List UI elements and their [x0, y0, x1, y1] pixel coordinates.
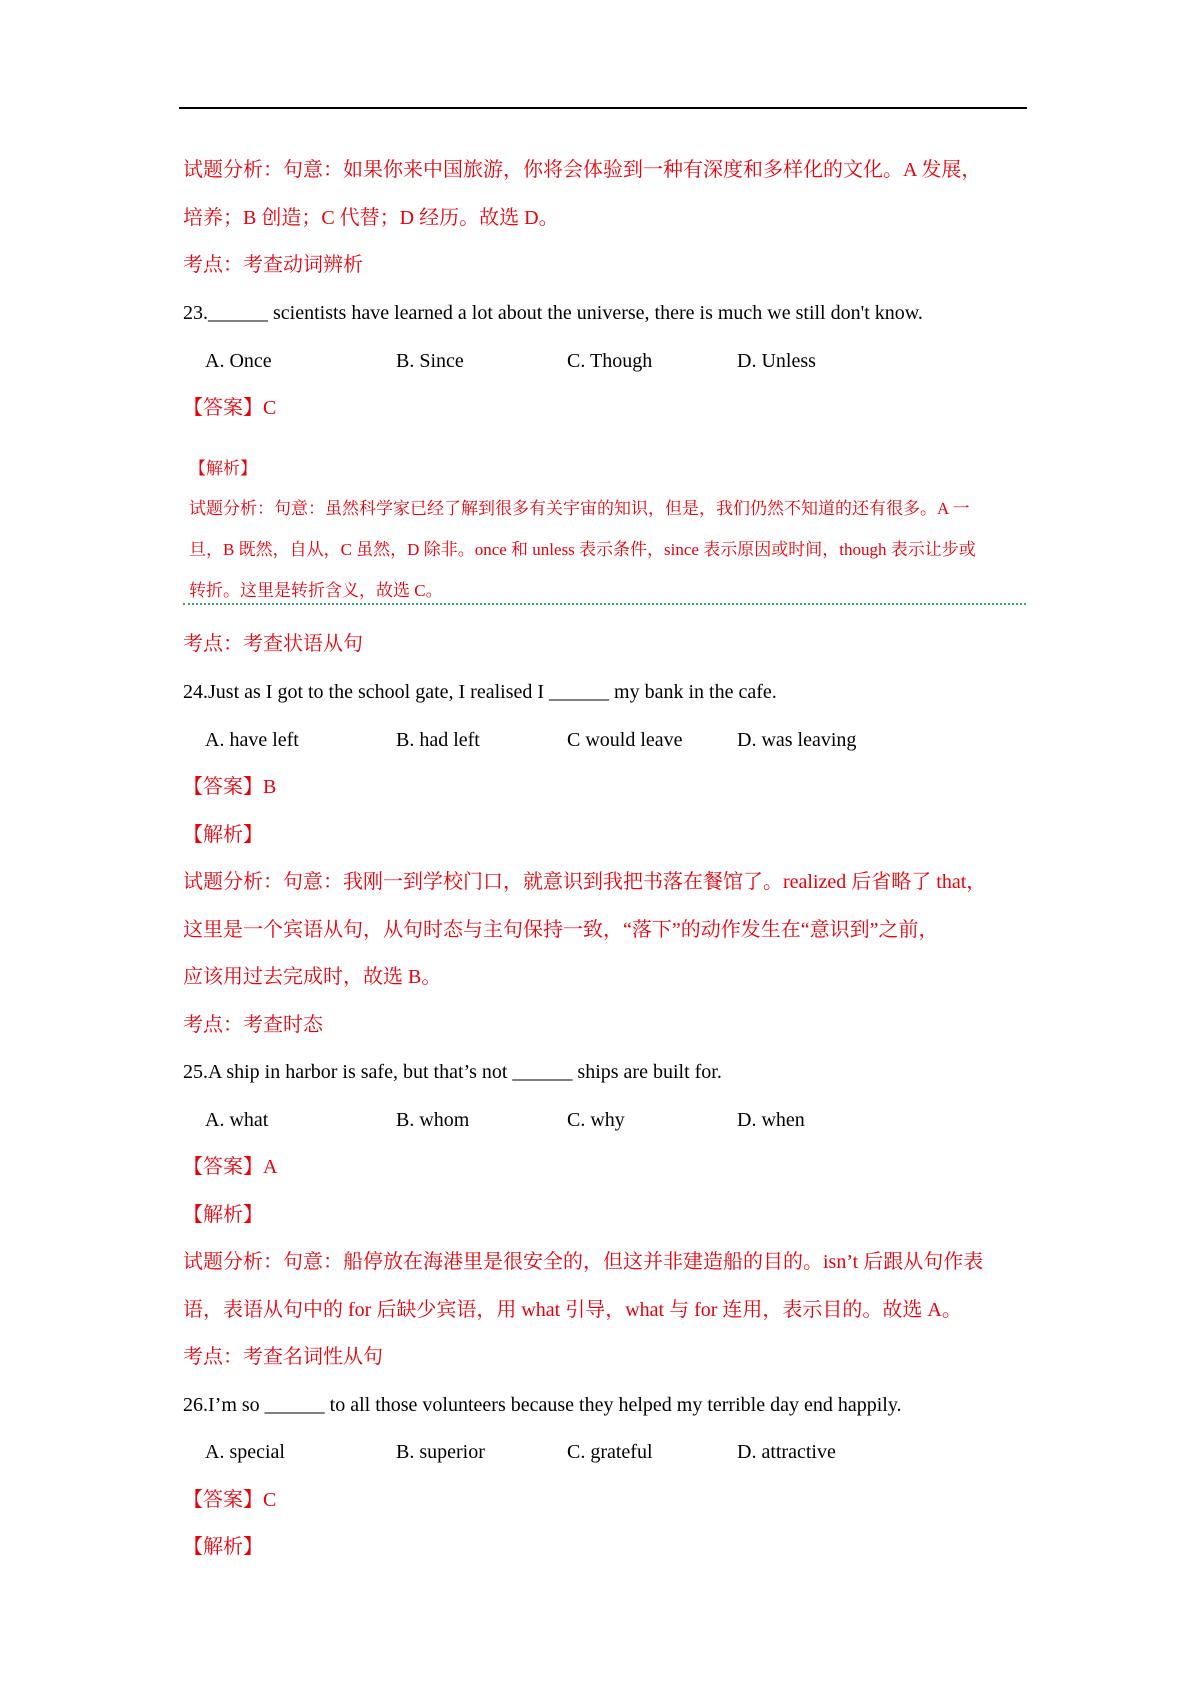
question-26-option-a: A. special — [205, 1441, 285, 1463]
prev-analysis-line-2: 培养；B 创造；C 代替；D 经历。故选 D。 — [183, 207, 559, 229]
question-24-stem: 24.Just as I got to the school gate, I realised I ______ my bank in the cafe. — [183, 681, 777, 703]
question-24-jiexi: 【解析】 — [183, 824, 263, 846]
prev-key-point: 考点：考查动词辨析 — [183, 254, 363, 276]
question-25-option-d: D. when — [737, 1109, 805, 1131]
question-24-key-point: 考点：考查时态 — [183, 1014, 323, 1036]
question-23-option-c: C. Though — [567, 350, 653, 372]
analysis-divider — [183, 603, 1026, 605]
question-26-option-c: C. grateful — [567, 1441, 653, 1463]
question-26-option-d: D. attractive — [737, 1441, 836, 1463]
question-23-option-b: B. Since — [396, 350, 464, 372]
question-24-analysis-line-1: 试题分析：句意：我刚一到学校门口，就意识到我把书落在餐馆了。realized 后省略了 that， — [183, 871, 987, 893]
question-26-jiexi: 【解析】 — [183, 1536, 263, 1558]
question-26-answer: 【答案】C — [183, 1489, 277, 1511]
question-25-key-point: 考点：考查名词性从句 — [183, 1346, 383, 1368]
question-23-analysis-line-1: 试题分析：句意：虽然科学家已经了解到很多有关宇宙的知识，但是，我们仍然不知道的还有很多。A 一 — [189, 499, 970, 518]
question-23-option-a: A. Once — [205, 350, 272, 372]
question-26-option-b: B. superior — [396, 1441, 485, 1463]
question-24-analysis-line-3: 应该用过去完成时，故选 B。 — [183, 966, 442, 988]
question-25-option-a: A. what — [205, 1109, 269, 1131]
question-25-analysis-line-1: 试题分析：句意：船停放在海港里是很安全的，但这并非建造船的目的。isn’t 后跟从句作表 — [183, 1251, 984, 1273]
question-23-analysis-line-2: 旦，B 既然，自从，C 虽然，D 除非。once 和 unless 表示条件，since 表示原因或时间，though 表示让步或 — [189, 540, 976, 559]
question-25-jiexi: 【解析】 — [183, 1204, 263, 1226]
question-24-option-d: D. was leaving — [737, 729, 857, 751]
question-25-option-b: B. whom — [396, 1109, 470, 1131]
header-rule — [179, 107, 1027, 109]
question-24-option-c: C would leave — [567, 729, 683, 751]
question-24-option-a: A. have left — [205, 729, 299, 751]
question-24-analysis-line-2: 这里是一个宾语从句，从句时态与主句保持一致，“落下”的动作发生在“意识到”之前， — [183, 919, 939, 941]
question-23-key-point: 考点：考查状语从句 — [183, 633, 363, 655]
question-23-jiexi: 【解析】 — [189, 459, 257, 478]
question-24-answer: 【答案】B — [183, 776, 277, 798]
question-26-stem: 26.I’m so ______ to all those volunteers because they helped my terrible day end happily. — [183, 1394, 902, 1416]
question-23-option-d: D. Unless — [737, 350, 816, 372]
question-25-option-c: C. why — [567, 1109, 625, 1131]
question-25-stem: 25.A ship in harbor is safe, but that’s not ______ ships are built for. — [183, 1061, 722, 1083]
prev-analysis-line-1: 试题分析：句意：如果你来中国旅游，你将会体验到一种有深度和多样化的文化。A 发展， — [183, 159, 982, 181]
question-23-stem: 23.______ scientists have learned a lot about the universe, there is much we still don't know. — [183, 302, 923, 324]
question-23-answer: 【答案】C — [183, 397, 277, 419]
question-24-option-b: B. had left — [396, 729, 480, 751]
question-23-analysis-line-3: 转折。这里是转折含义，故选 C。 — [189, 581, 443, 600]
question-25-analysis-line-2: 语，表语从句中的 for 后缺少宾语，用 what 引导，what 与 for 连用，表示目的。故选 A。 — [183, 1299, 962, 1321]
question-25-answer: 【答案】A — [183, 1156, 278, 1178]
